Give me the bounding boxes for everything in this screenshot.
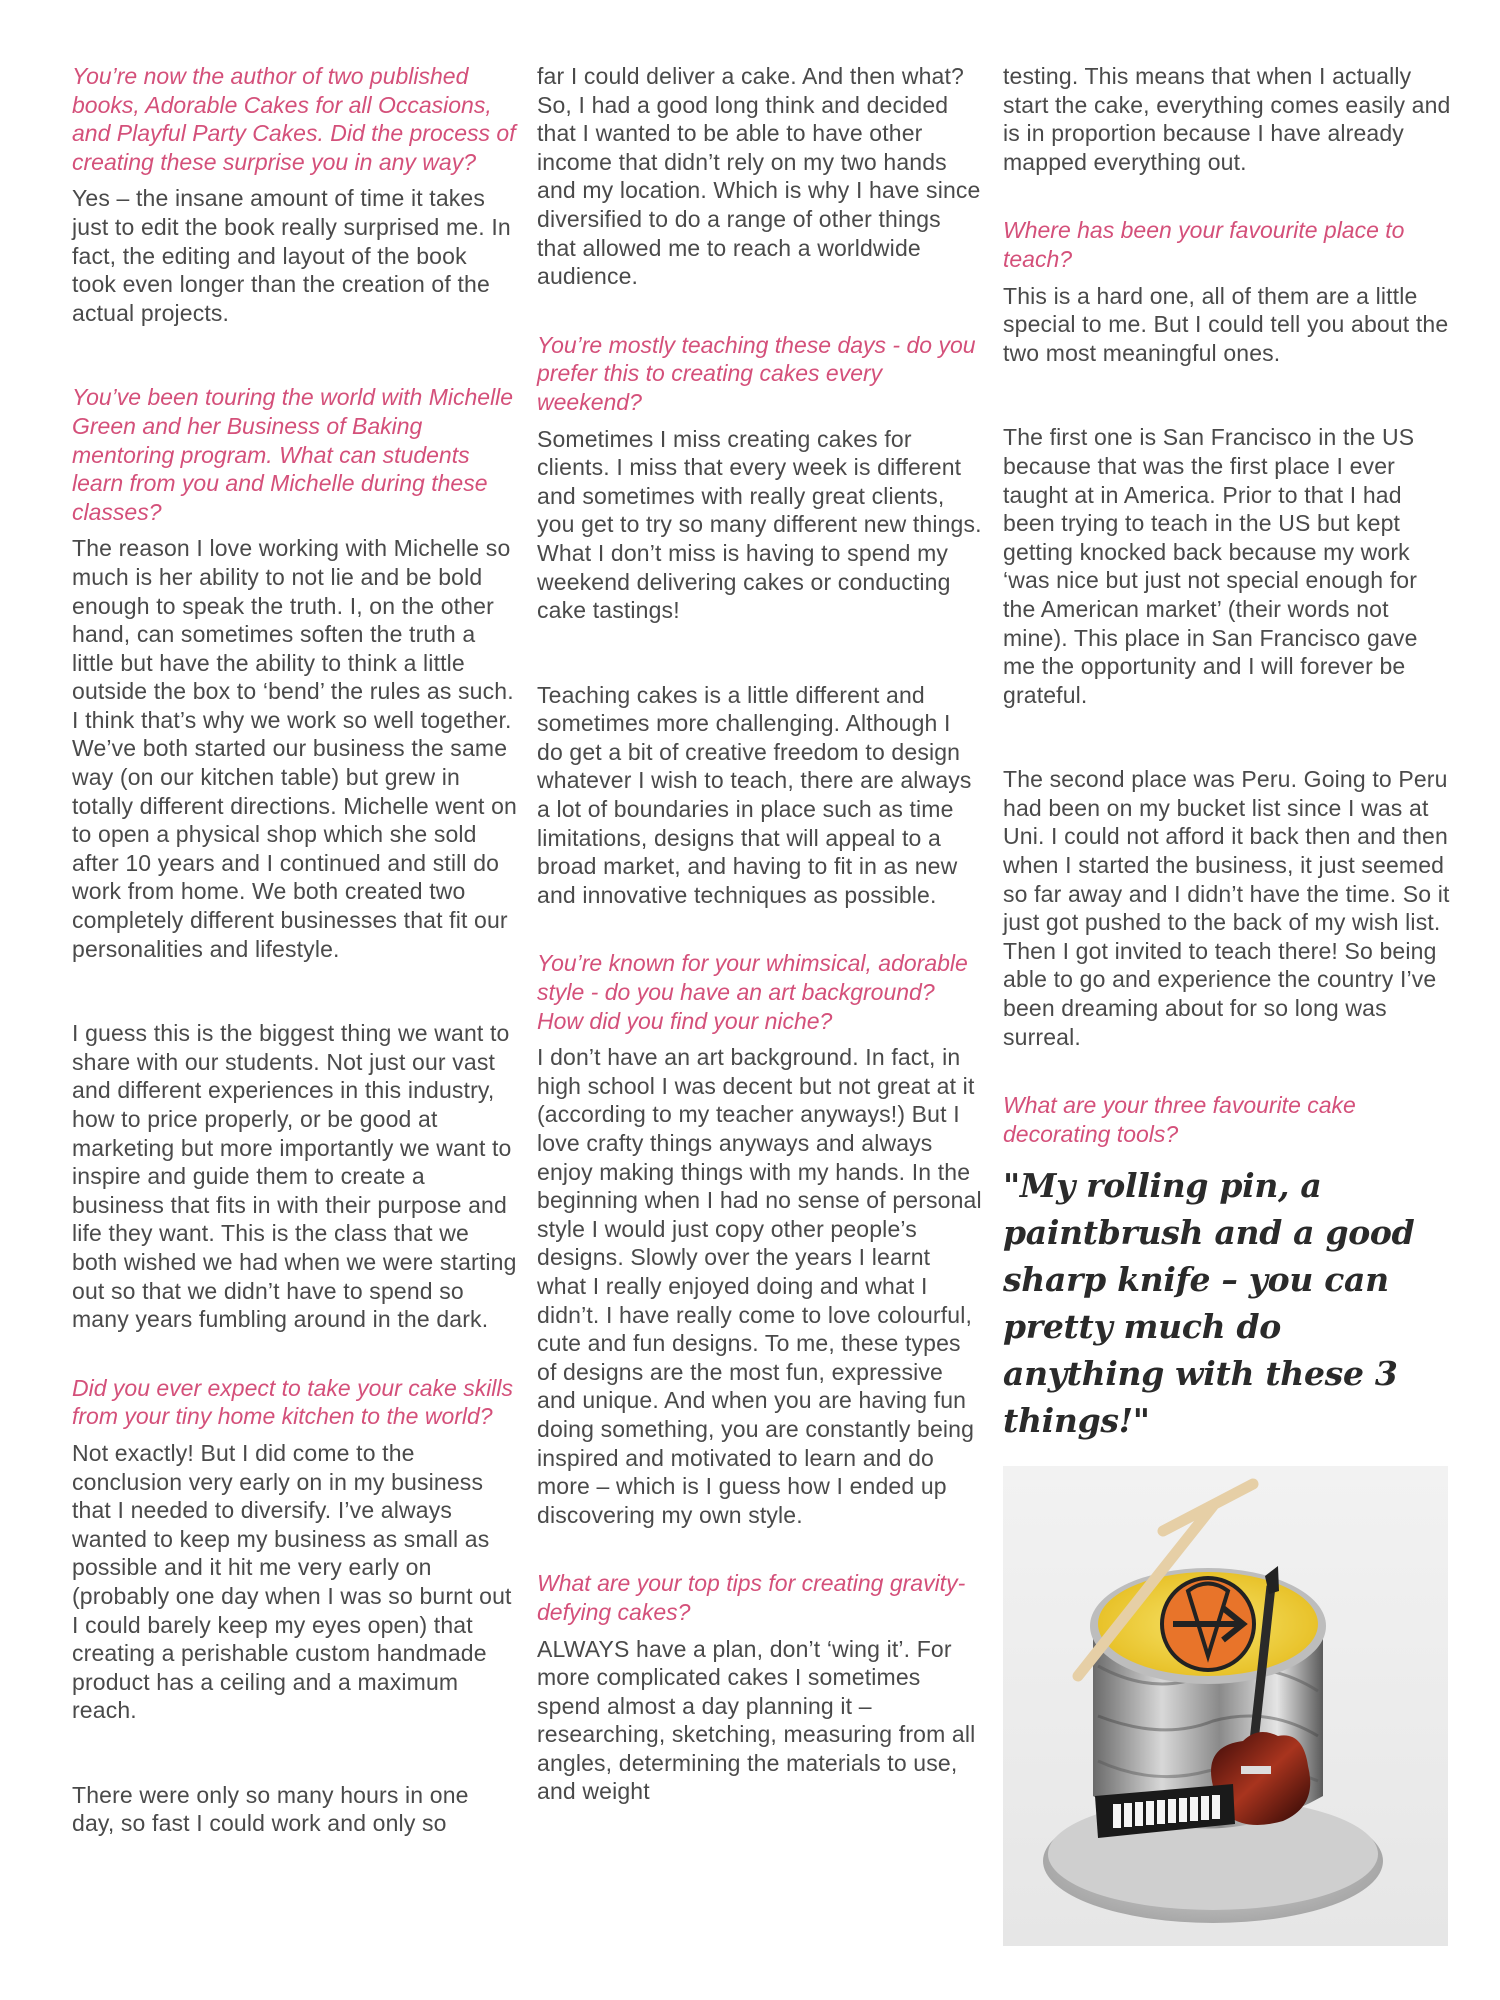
answer-touring-michelle-p1: The reason I love working with Michelle so much is her ability to not lie and be bold enough to speak the truth. I, on the other hand, can sometimes soften the truth a little but have the ability to think a little outside the box to ‘bend’ the rules as such. I think that’s why we work so well together. We’ve both started our business the same way (on our kitchen table) but grew in totally different directions. Michelle went on to open a physical shop which she sold after 10 years and I continued and still do work from home. We both created two completely different businesses that fit our personalities and lifestyle. <box>72 535 517 962</box>
answer-gravity-defying-p1: ALWAYS have a plan, don’t ‘wing it’. For more complicated cakes I sometimes spend almost a day planning it – researching, sketching, measuring from all angles, determining the materials to use, and weight <box>537 1635 976 1805</box>
answer-favourite-place-p3: The second place was Peru. Going to Peru had been on my bucket list since I was at Uni. I could not afford it back then and then when I started the business, it just seemed so far away and I didn’t have the time. So it just got pushed to the back of my wish list. Then I got invited to teach there! So being able to go and experience the country I’ve been dreaming about for so long was surreal. <box>1003 766 1450 1050</box>
answer-home-kitchen-p1: Not exactly! But I did come to the conclusion very early on in my business that I needed to diversify. I’ve always wanted to keep my business as small as possible and it hit me very early on (probably one day when I was so burnt out I could barely keep my eyes open) that creating a perishable custom handmade product has a ceiling and a maximum reach. <box>72 1439 512 1724</box>
question-gravity-defying: What are your top tips for creating gravity-defying cakes? <box>537 1570 966 1625</box>
question-home-kitchen-to-world: Did you ever expect to take your cake skills from your tiny home kitchen to the world? <box>72 1374 514 1430</box>
question-art-background: You’re known for your whimsical, adorable style - do you have an art background? How did you find your niche? <box>537 950 968 1034</box>
answer-favourite-place-p1: This is a hard one, all of them are a little special to me. But I could tell you about the two most meaningful ones. <box>1003 282 1449 366</box>
question-favourite-tools: What are your three favourite cake decorating tools? <box>1003 1092 1356 1147</box>
answer-author-books: Yes – the insane amount of time it takes just to edit the book really surprised me. In fact, the editing and layout of the book took even longer than the creation of the actual projects. <box>72 185 511 326</box>
cake-photo <box>1003 1466 1448 1946</box>
answer-gravity-defying-p2: testing. This means that when I actually start the cake, everything comes easily and is in proportion because I have already mapped everything out. <box>1003 63 1451 175</box>
drum-cake-icon <box>1003 1466 1448 1946</box>
answer-teaching-p2: Teaching cakes is a little different and sometimes more challenging. Although I do get a bit of creative freedom to design whatever I wish to teach, there are always a lot of boundaries in place such as time limitations, designs that will appeal to a broad market, and having to fit in as new and innovative techniques as possible. <box>537 681 972 908</box>
question-touring-michelle: You’ve been touring the world with Michelle Green and her Business of Baking mentoring program. What can students learn from you and Michelle during these classes? <box>72 384 514 525</box>
question-favourite-place: Where has been your favourite place to teach? <box>1003 217 1405 272</box>
question-teaching-vs-creating: You’re mostly teaching these days - do you prefer this to creating cakes every weekend? <box>537 331 976 415</box>
answer-home-kitchen-p2: There were only so many hours in one day, so fast I could work and only so <box>72 1781 469 1837</box>
answer-art-background: I don’t have an art background. In fact, in high school I was decent but not great at it (according to my teacher anyways!) But I love crafty things anyways and always enjoy making things with my hands. In the beginning when I had no sense of personal style I would just copy other people’s designs. Slowly over the years I learnt what I really enjoyed doing and what I didn’t. I have really come to love colourful, cute and fun designs. To me, these types of designs are the most fun, expressive and unique. And when you are having fun doing something, you are constantly being inspired and motivated to learn and do more – which is I guess how I ended up discovering my own style. <box>537 1044 982 1528</box>
column-1 <box>72 62 517 1838</box>
column-3 <box>1003 62 1453 1946</box>
question-author-books: You’re now the author of two published books, Adorable Cakes for all Occasions, and Playful Party Cakes. Did the process of creating these surprise you in any way? <box>72 63 516 175</box>
answer-home-kitchen-p3: far I could deliver a cake. And then what? So, I had a good long think and decided that I wanted to be able to have other income that didn’t rely on my two hands and my location. Which is why I have since diversified to do a range of other things that allowed me to reach a worldwide audience. <box>537 63 981 290</box>
answer-touring-michelle-p2: I guess this is the biggest thing we want to share with our students. Not just our vast and different experiences in this industry, how to price properly, or be good at marketing but more importantly we want to inspire and guide them to create a business that fits in with their purpose and life they want. This is the class that we both wished we had when we were starting out so that we didn’t have to spend so many years fumbling around in the dark. <box>72 1020 517 1333</box>
answer-teaching-p1: Sometimes I miss creating cakes for clients. I miss that every week is different and sometimes with really great clients, you get to try so many different new things. What I don’t miss is having to spend my weekend delivering cakes or conducting cake tastings! <box>537 425 982 624</box>
pull-quote: "My rolling pin, a paintbrush and a good sharp knife – you can pretty much do anything with these 3 things!" <box>1003 1166 1415 1441</box>
answer-favourite-place-p2: The first one is San Francisco in the US because that was the first place I ever taught at in America. Prior to that I had been trying to teach in the US but kept getting knocked back because my work ‘was nice but just not special enough for the American market’ (their words not mine). This place in San Francisco gave me the opportunity and I will forever be grateful. <box>1003 424 1418 708</box>
column-2 <box>537 62 982 1806</box>
